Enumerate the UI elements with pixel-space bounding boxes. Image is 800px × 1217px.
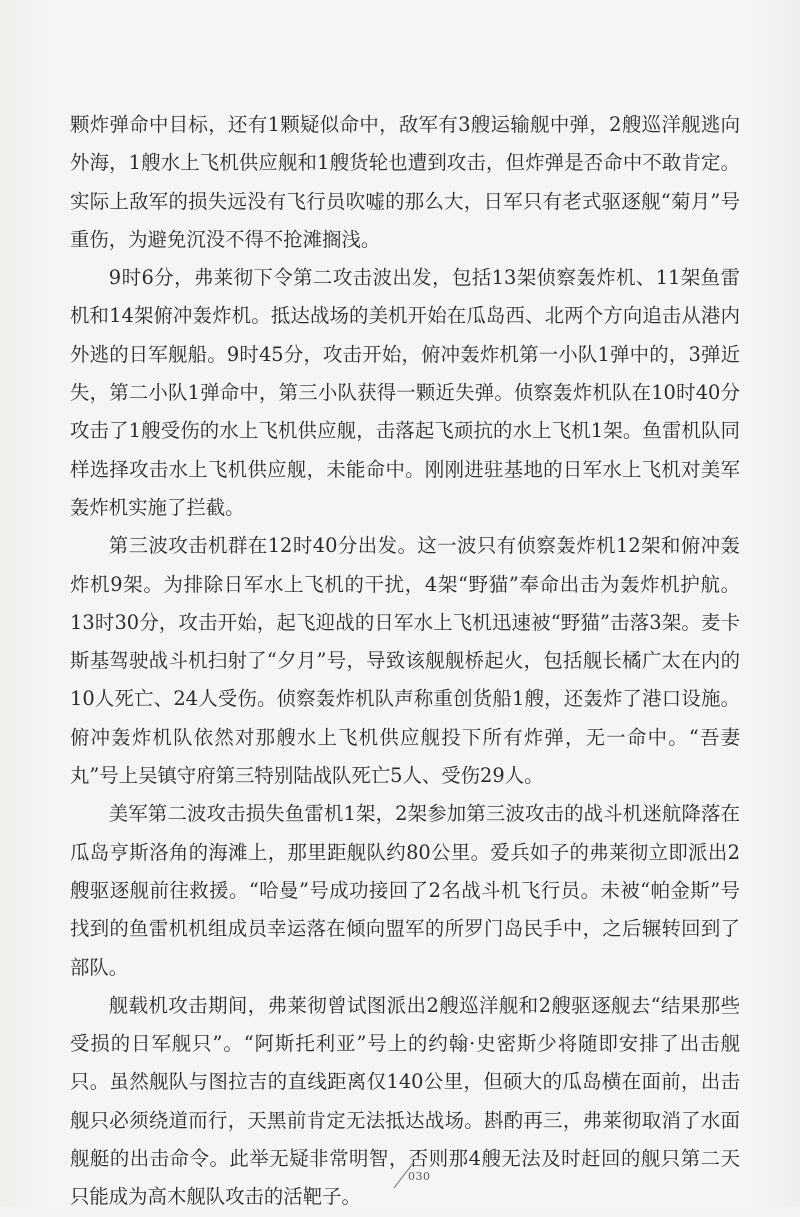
paragraph-losses-rescue: 美军第二波攻击损失鱼雷机1架，2架参加第三波攻击的战斗机迷航降落在瓜岛亨斯洛角的海滩上，那里距舰队约80公里。爱兵如子的弗莱彻立即派出2艘驱逐舰前往救援。“哈曼”号成功接回了2名战斗机飞行员。未被“帕金斯”号找到的鱼雷机机组成员幸运落在倾向盟军的所罗门岛民手中，之后辗转回到了部队。: [70, 802, 740, 979]
page-number: 030: [408, 1170, 431, 1183]
paragraph-second-wave: 9时6分，弗莱彻下令第二攻击波出发，包括13架侦察轰炸机、11架鱼雷机和14架俯冲轰炸机。抵达战场的美机开始在瓜岛西、北两个方向追击从港内外逃的日军舰船。9时45分，攻击开始，俯冲轰炸机第一小队1弹中的，3弹近失，第二小队1弹命中，第三小队获得一颗近失弹。侦察轰炸机队在10时40分攻击了1艘受伤的水上飞机供应舰，击落起飞顽抗的水上飞机1架。鱼雷机队同样选择攻击水上飞机供应舰，未能命中。刚刚进驻基地的日军水上飞机对美军轰炸机实施了拦截。: [70, 266, 740, 519]
paragraph-third-wave: 第三波攻击机群在12时40分出发。这一波只有侦察轰炸机12架和俯冲轰炸机9架。为排除日军水上飞机的干扰，4架“野猫”奉命出击为轰炸机护航。13时30分，攻击开始，起飞迎战的日军水上飞机迅速被“野猫”击落3架。麦卡斯基驾驶战斗机扫射了“夕月”号，导致该舰舰桥起火，包括舰长橘广太在内的10人死亡、24人受伤。侦察轰炸机队声称重创货船1艘，还轰炸了港口设施。俯冲轰炸机队依然对那艘水上飞机供应舰投下所有炸弹，无一命中。“吾妻丸”号上吴镇守府第三特别陆战队死亡5人、受伤29人。: [70, 534, 740, 788]
paragraph-surface-strike: 舰载机攻击期间，弗莱彻曾试图派出2艘巡洋舰和2艘驱逐舰去“结果那些受损的日军舰只”。“阿斯托利亚”号上的约翰·史密斯少将随即安排了出击舰只。虽然舰队与图拉吉的直线距离仅140公里，但硕大的瓜岛横在面前，出击舰只必须绕道而行，天黑前肯定无法抵达战场。斟酌再三，弗莱彻取消了水面舰艇的出击命令。此举无疑非常明智，否则那4艘无法及时赶回的舰只第二天只能成为高木舰队攻击的活靶子。: [70, 993, 740, 1209]
body-text: [70, 106, 740, 1217]
page-footer: [388, 1166, 448, 1188]
paragraph-continued: 颗炸弹命中目标，还有1颗疑似命中，敌军有3艘运输舰中弹，2艘巡洋舰逃向外海，1艘水上飞机供应舰和1艘货轮也遭到攻击，但炸弹是否命中不敢肯定。实际上敌军的损失远没有飞行员吹嘘的那么大，日军只有老式驱逐舰“菊月”号重伤，为避免沉没不得不抢滩搁浅。: [70, 113, 740, 251]
